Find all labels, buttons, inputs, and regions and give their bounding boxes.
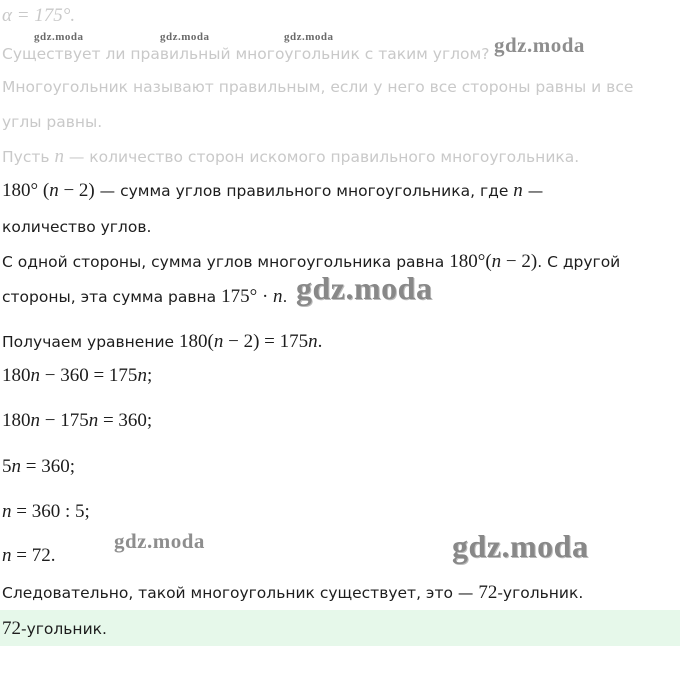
- let-n-line: Пусть n — количество сторон искомого правильного многоугольника.: [2, 146, 580, 167]
- equation-intro-line: Получаем уравнение 180(n − 2) = 175n.: [2, 331, 323, 352]
- watermark: gdz.moda: [114, 529, 205, 553]
- angle-sum-line-2: количество углов.: [2, 218, 152, 236]
- watermark: gdz.moda: [494, 33, 585, 57]
- definition-line-1: Многоугольник называют правильным, если у него все стороны равны и все: [2, 78, 634, 96]
- angle-sum-line-1: 180° (n − 2) — сумма углов правильного многоугольника, где n —: [2, 180, 544, 201]
- equation-step-5: n = 72.: [2, 545, 56, 566]
- equation-step-4: n = 360 : 5;: [2, 501, 90, 522]
- equation-step-2: 180n − 175n = 360;: [2, 410, 153, 431]
- watermark: gdz.moda: [296, 270, 433, 306]
- watermark: gdz.moda: [34, 31, 84, 43]
- watermark: gdz.moda: [452, 528, 589, 564]
- angle-given: α = 175°.: [2, 5, 76, 26]
- definition-line-2: углы равны.: [2, 113, 103, 131]
- equation-step-3: 5n = 360;: [2, 456, 75, 477]
- other-side-line: стороны, эта сумма равна 175° · n.: [2, 286, 288, 307]
- conclusion-line: Следовательно, такой многоугольник существует, это — 72-угольник.: [2, 582, 584, 603]
- watermark: gdz.moda: [284, 31, 334, 43]
- one-side-line: С одной стороны, сумма углов многоугольника равна 180°(n − 2). С другой: [2, 251, 621, 272]
- watermark: gdz.moda: [160, 31, 210, 43]
- question-line: Существует ли правильный многоугольник с таким углом?: [2, 45, 490, 63]
- equation-step-1: 180n − 360 = 175n;: [2, 365, 153, 386]
- answer-line: 72-угольник.: [2, 618, 107, 639]
